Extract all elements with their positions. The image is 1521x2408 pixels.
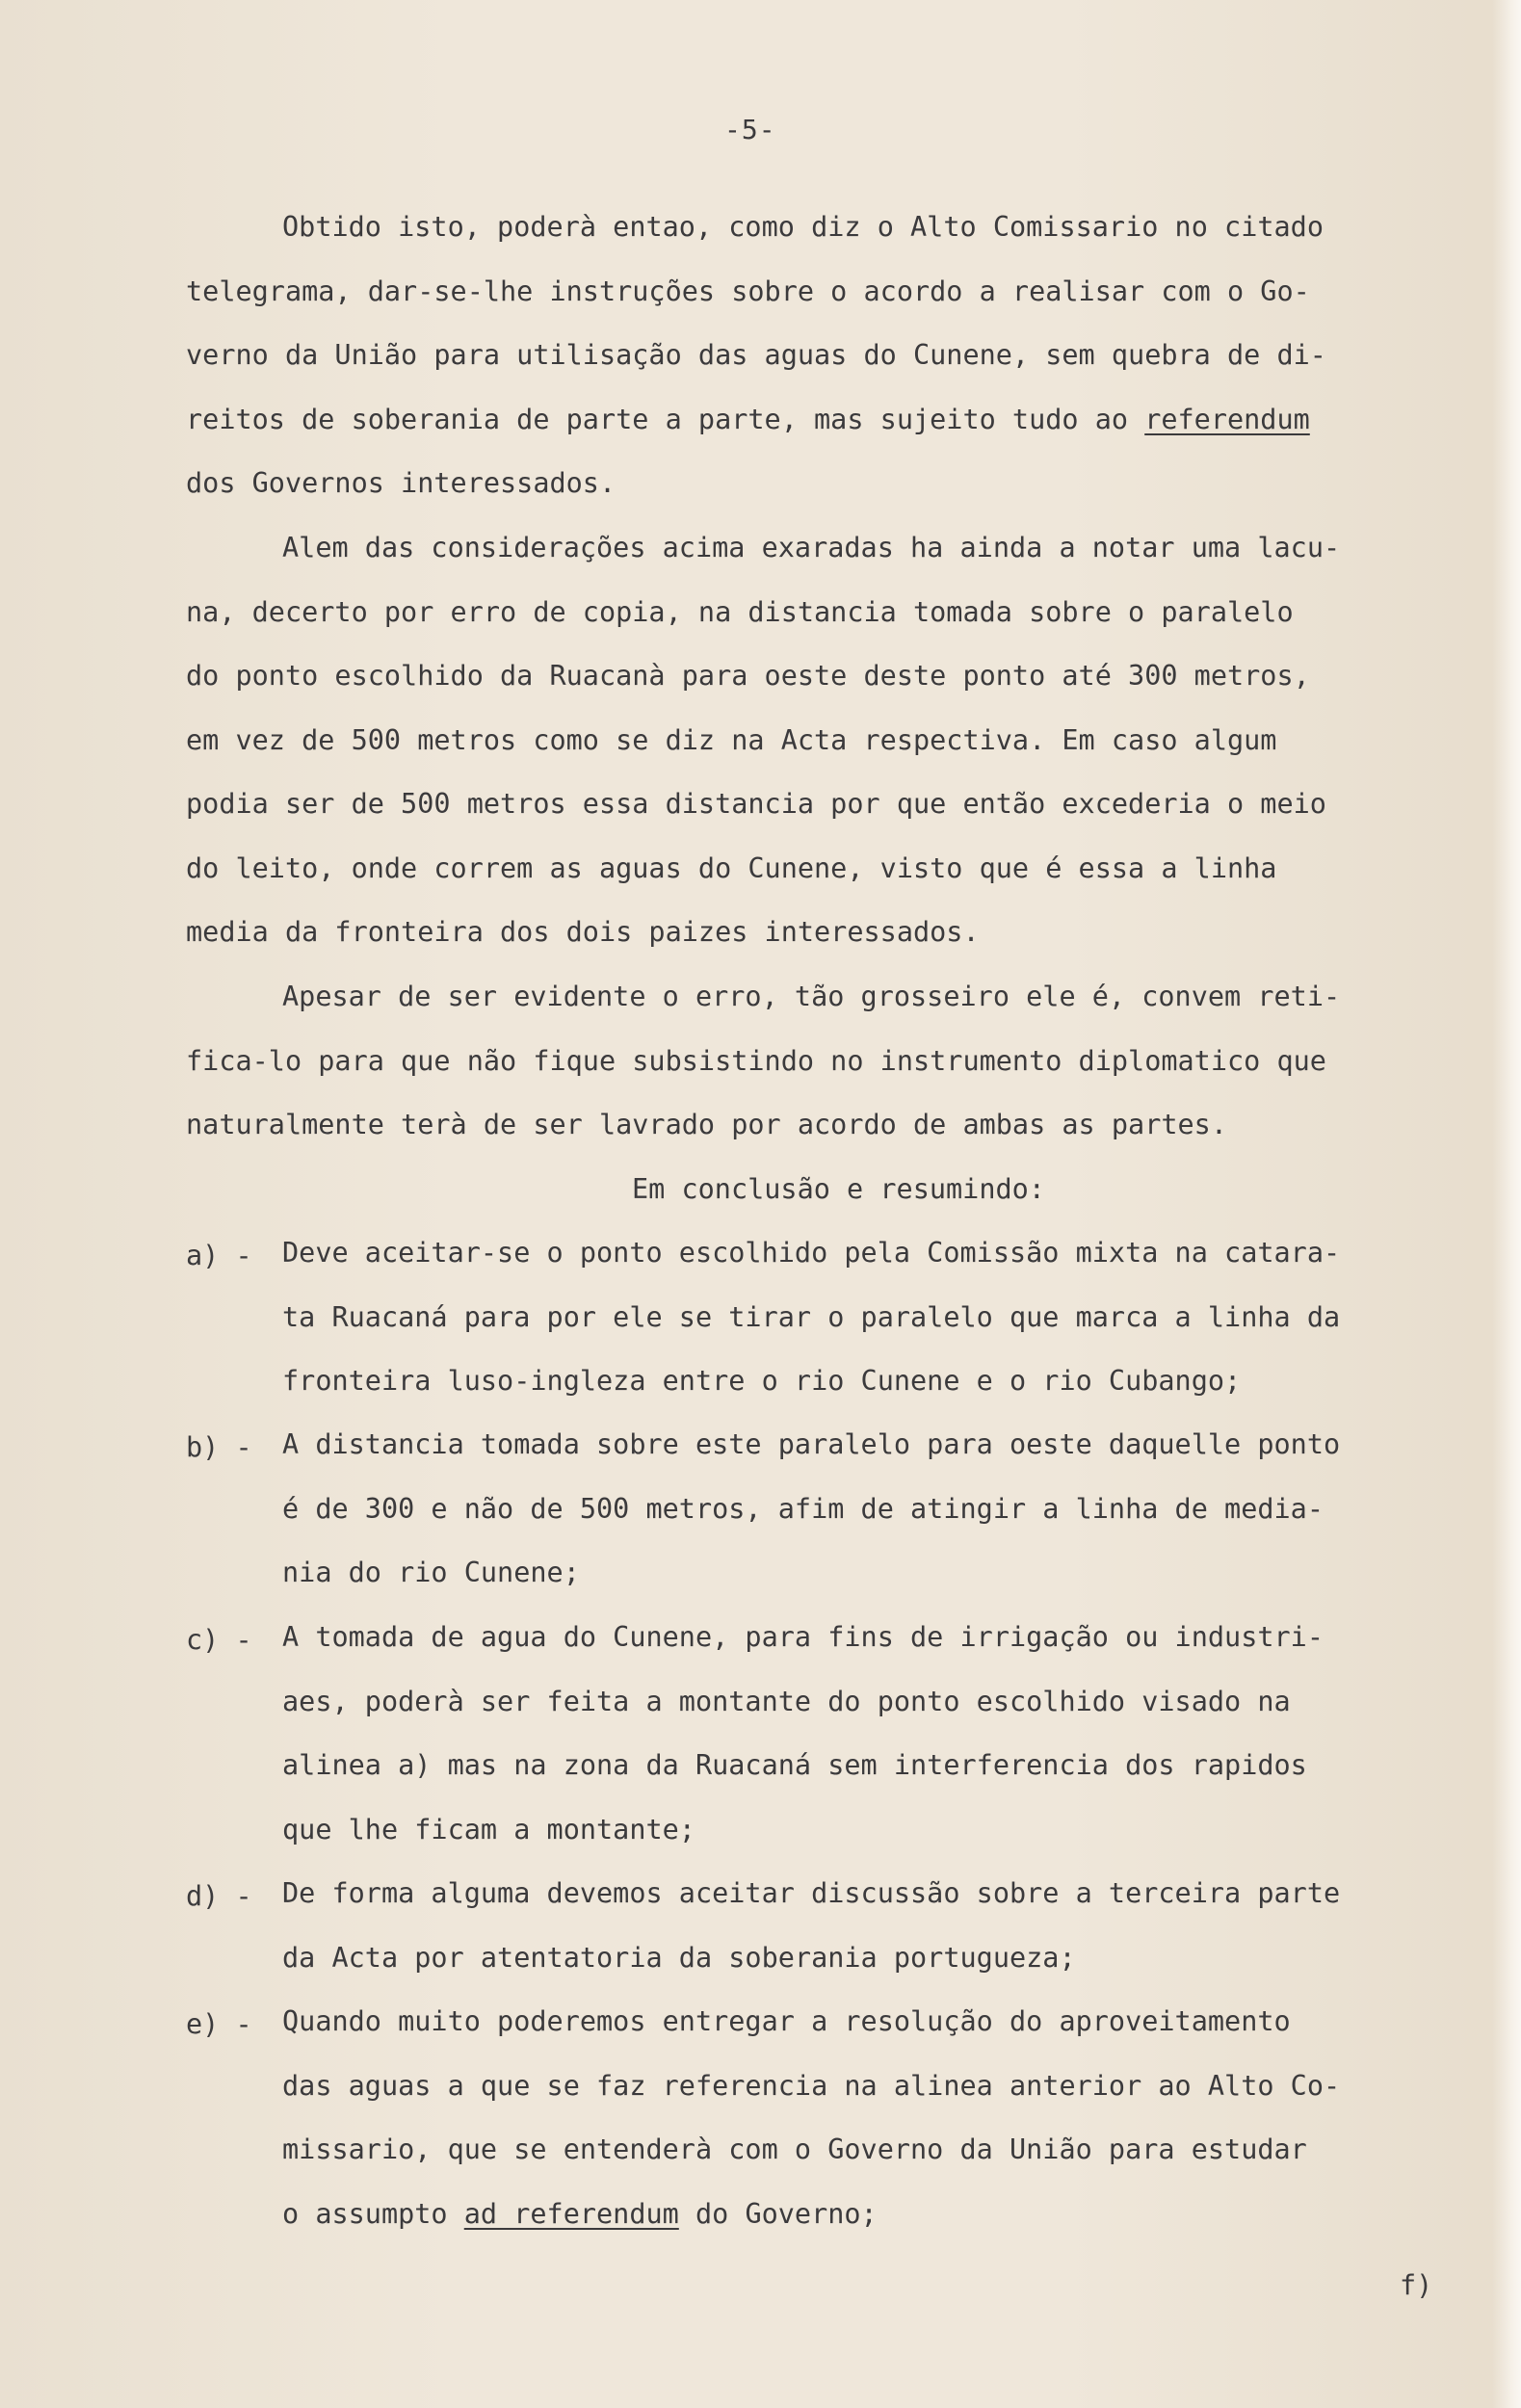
item-label: c) -: [186, 1624, 252, 1656]
item-a-line: Deve aceitar-se o ponto escolhido pela Comissão mixta na catara-: [282, 1237, 1341, 1269]
item-b-line: é de 300 e não de 500 metros, afim de atingir a linha de media-: [282, 1492, 1324, 1525]
item-label: e) -: [186, 2008, 252, 2040]
item-c-line: alinea a) mas na zona da Ruacaná sem interferencia dos rapidos: [282, 1749, 1307, 1781]
item-label: d) -: [186, 1880, 252, 1912]
paragraph-3-line: naturalmente terà de ser lavrado por acordo de ambas as partes.: [186, 1109, 1227, 1140]
paragraph-2-line: podia ser de 500 metros essa distancia por que então excederia o meio: [186, 788, 1326, 820]
paragraph-1-line: verno da União para utilisação das aguas do Cunene, sem quebra de di-: [186, 339, 1326, 371]
item-e-line: Quando muito poderemos entregar a resolução do aproveitamento: [282, 2005, 1291, 2037]
conclusion-heading: Em conclusão e resumindo:: [632, 1173, 1045, 1205]
item-d-line: da Acta por atentatoria da soberania portugueza;: [282, 1941, 1076, 1974]
underlined-term: referendum: [1144, 403, 1310, 435]
item-b-line: nia do rio Cunene;: [282, 1557, 580, 1588]
item-label: a) -: [186, 1240, 252, 1271]
paragraph-2-line: na, decerto por erro de copia, na distancia tomada sobre o paralelo: [186, 595, 1294, 628]
paper-edge: [1492, 0, 1521, 2408]
item-a-line: ta Ruacaná para por ele se tirar o paralelo que marca a linha da: [282, 1300, 1341, 1333]
item-e-line: [282, 2197, 878, 2230]
paragraph-1-line: Obtido isto, poderà entao, como diz o Alto Comissario no citado: [282, 211, 1324, 243]
catchword: f): [1400, 2269, 1433, 2301]
item-c-line: aes, poderà ser feita a montante do ponto escolhido visado na: [282, 1685, 1291, 1717]
item-a-line: fronteira luso-ingleza entre o rio Cunene e o rio Cubango;: [282, 1365, 1242, 1397]
paragraph-1-line: telegrama, dar-se-lhe instruções sobre o acordo a realisar com o Go-: [186, 275, 1310, 307]
paragraph-1-line: [186, 403, 1310, 435]
text-run: o assumpto: [282, 2197, 464, 2230]
underlined-term: ad referendum: [463, 2197, 679, 2230]
paragraph-2-line: media da fronteira dos dois paizes interessados.: [186, 916, 980, 948]
paragraph-2-line: em vez de 500 metros como se diz na Acta respectiva. Em caso algum: [186, 723, 1277, 756]
paragraph-3-line: Apesar de ser evidente o erro, tão grosseiro ele é, convem reti-: [282, 981, 1341, 1012]
item-e-line: missario, que se entenderà com o Governo da União para estudar: [282, 2133, 1307, 2165]
paragraph-2-line: do ponto escolhido da Ruacanà para oeste deste ponto até 300 metros,: [186, 660, 1310, 692]
paragraph-2-line: do leito, onde correm as aguas do Cunene, visto que é essa a linha: [186, 851, 1277, 884]
item-e-line: das aguas a que se faz referencia na alinea anterior ao Alto Co-: [282, 2069, 1341, 2102]
paragraph-3-line: fica-lo para que não fique subsistindo no instrumento diplomatico que: [186, 1044, 1326, 1077]
paragraph-1-line: dos Governos interessados.: [186, 467, 616, 499]
paragraph-2-line: Alem das considerações acima exaradas ha ainda a notar uma lacu-: [282, 532, 1341, 563]
item-d-line: De forma alguma devemos aceitar discussão sobre a terceira parte: [282, 1877, 1341, 1909]
item-c-line: que lhe ficam a montante;: [282, 1813, 695, 1845]
text-run: do Governo;: [678, 2197, 878, 2230]
item-c-line: A tomada de agua do Cunene, para fins de irrigação ou industri-: [282, 1621, 1324, 1653]
text-run: reitos de soberania de parte a parte, mas sujeito tudo ao: [186, 403, 1145, 435]
item-b-line: A distancia tomada sobre este paralelo para oeste daquelle ponto: [282, 1428, 1341, 1460]
item-label: b) -: [186, 1431, 252, 1463]
page-number: -5-: [724, 114, 776, 145]
